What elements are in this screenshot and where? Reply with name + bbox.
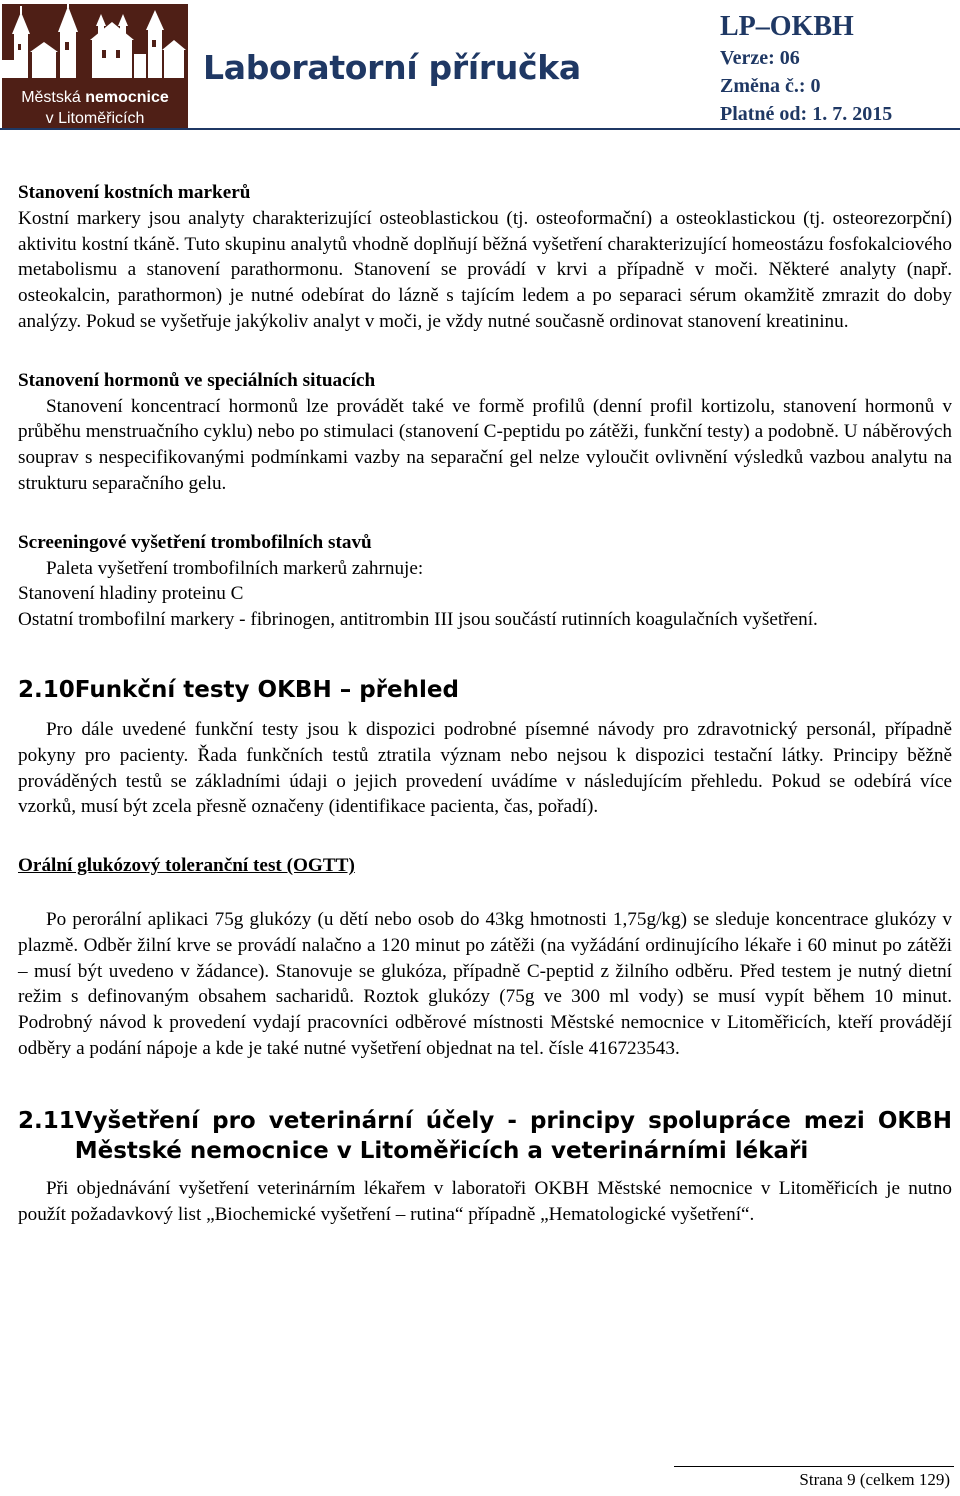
thrombophilia-line2: Stanovení hladiny proteinu C: [18, 583, 244, 605]
logo-text-nemocnice: nemocnice: [85, 89, 169, 106]
document-version: Verze: 06: [720, 47, 800, 69]
header-divider: [0, 128, 960, 130]
hormones-heading: Stanovení hormonů ve speciálních situacích: [18, 369, 376, 391]
ogtt-text: Po perorální aplikaci 75g glukózy (u dětí nebo osob do 43kg hmotnosti 1,75g/kg) se sleduje koncentrace glukózy v plazmě. Odběr žilní krve se provádí nalačno a 120 minut po zátěži (na vyžádání ordinujícího lékaře i 60 minut po zátěži – musí být uvedeno v žádance). Stanovuje se glukóza, případně C-peptid z žilního odběru. Před testem je nutný dietní režim s definovaným obsahem sacharidů. Roztok glukózy (75g ve 300 ml vody) se musí vypít během 10 minut. Podrobný návod k provedení vydají pracovníci odběrové místnosti Městské nemocnice v Litoměřicích, kteří provádějí odběry a podání nápoje a kde je také nutné vyšetření objednat na tel. čísle 416723543.: [18, 908, 952, 1059]
document-title: Laboratorní příručka: [203, 48, 581, 87]
document-valid-from: Platné od: 1. 7. 2015: [720, 103, 893, 125]
document-code: LP–OKBH: [720, 11, 854, 42]
logo-text-mestska: Městská: [21, 89, 86, 106]
thrombophilia-heading: Screeningové vyšetření trombofilních stavů: [18, 531, 372, 553]
section-2-11-heading: [18, 1106, 952, 1166]
footer-divider: [674, 1466, 954, 1467]
logo-text-litomerice: v Litoměřicích: [45, 110, 145, 127]
document-meta: [720, 10, 955, 128]
section-2-11-title-line1: Vyšetření pro veterinární účely - principy spolupráce mezi OKBH: [74, 1107, 952, 1134]
bone-markers-heading: Stanovení kostních markerů: [18, 182, 251, 203]
bone-markers-text: Kostní markery jsou analyty charakterizující osteoblastickou (tj. osteoformační) a osteoklastickou (tj. osteorezorpční) aktivitu kostní tkáně. Tuto skupinu analytů vhodně doplňují běžná vyšetření charakterizující homeostázu fosfokalciového metabolismu a stanovení parathormonu. Stanovení se provádí v krvi a případně v moči. Některé analyty (např. osteokalcin, parathormon) je nutné odebírat do lázně s tajícím ledem a po separaci sérum okamžitě zmrazit do doby analýzy. Pokud se vyšetřuje jakýkoliv analyt v moči, je vždy nutné současně ordinovat stanovení kreatininu.: [18, 207, 952, 332]
ogtt-heading: Orální glukózový toleranční test (OGTT): [18, 855, 355, 877]
page-header: [0, 0, 960, 131]
thrombophilia-line1: Paleta vyšetření trombofilních markerů zahrnuje:: [46, 557, 424, 579]
document-change: Změna č.: 0: [720, 75, 821, 97]
section-2-10-text: Pro dále uvedené funkční testy jsou k dispozici podrobné písemné návody pro zdravotnický personál, případně pokyny pro pacienty. Řada funkčních testů ztratila význam nebo nejsou k dispozici testační látky. Principy běžně prováděných testů se základními údaji o jejich provedení uvádíme v následujícím přehledu. Pokud se odebírá více vzorků, musí být zcela přesně označeny (identifikace pacienta, čas, pořadí).: [18, 718, 952, 818]
page-number: Strana 9 (celkem 129): [799, 1470, 950, 1489]
section-2-11-number: 2.11: [18, 1107, 75, 1134]
thrombophilia-line3: Ostatní trombofilní markery - fibrinogen, antitrombin III jsou součástí rutinních koagulačních vyšetření.: [18, 609, 818, 631]
section-2-11-text: Při objednávání vyšetření veterinárním lékařem v laboratoři OKBH Městské nemocnice v Litoměřicích je nutno použít požadavkový list „Biochemické vyšetření – rutina“ případně „Hematologické vyšetření“.: [18, 1177, 952, 1225]
section-2-11-title-line2: Městské nemocnice v Litoměřicích a veterinárními lékaři: [74, 1137, 809, 1164]
section-2-10-heading: 2.10Funkční testy OKBH – přehled: [18, 676, 459, 703]
hospital-logo: [2, 4, 188, 128]
page-content: [18, 180, 952, 1227]
hormones-text: Stanovení koncentrací hormonů lze provádět také ve formě profilů (denní profil kortizolu, stanovení hormonů v průběhu menstruačního cyklu) nebo po stimulaci (stanovení C-peptidu po zátěži, funkční testy) a podobně. U náběrových souprav s nespecifikovanými podmínkami vazby na separační gel nelze vyloučit ovlivnění výsledků vazbou analytu na strukturu separačního gelu.: [18, 395, 952, 494]
